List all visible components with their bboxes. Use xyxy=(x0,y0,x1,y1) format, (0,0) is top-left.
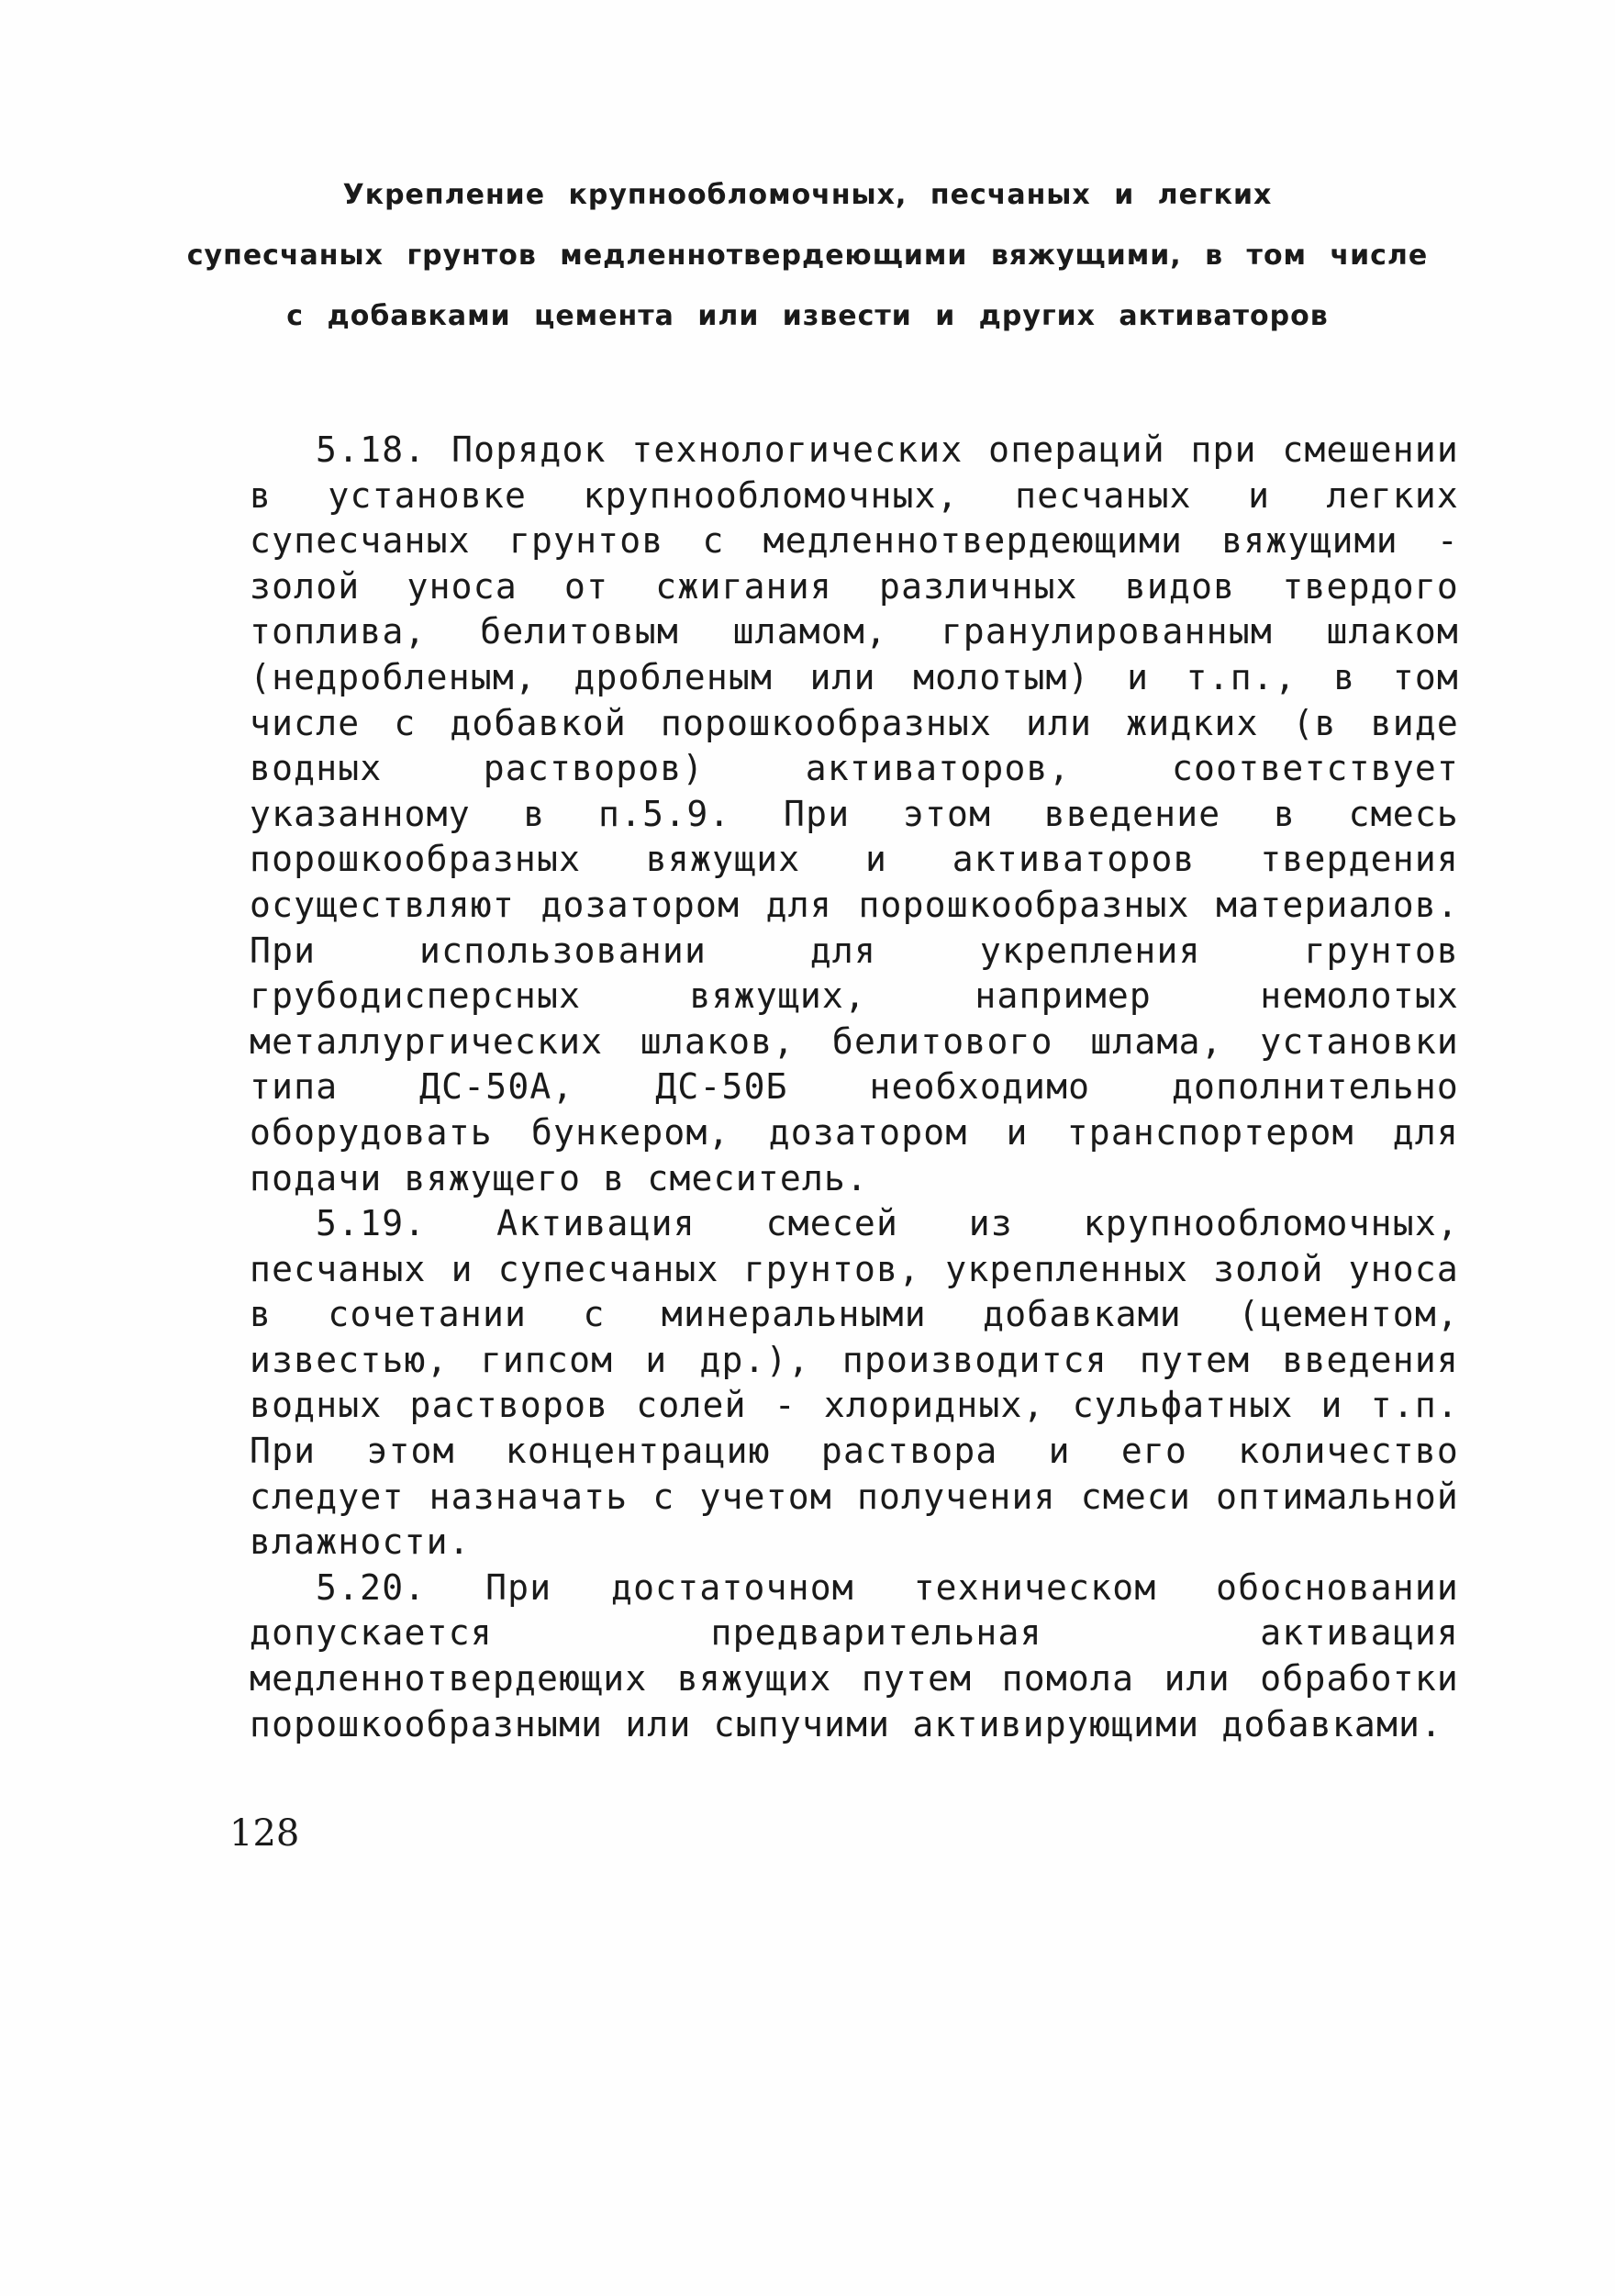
body-text xyxy=(250,428,1459,1747)
heading-line-2: супесчаных грунтов медленнотвердеющими вяжущими, в том числе xyxy=(186,240,1429,272)
paragraph-5-19: 5.19. Активация смесей из крупнообломочных, песчаных и супесчаных грунтов, укрепленных золой уноса в сочетании с минеральными добавками (цементом, известью, гипсом и др.), производится путем введения водных растворов солей - хлоридных, сульфатных и т.п. При этом концентрацию раствора и его количество следует назначать с учетом получения смеси оптимальной влажности. xyxy=(250,1203,1459,1563)
paragraph-5-20: 5.20. При достаточном техническом обосновании допускается предварительная активация медленнотвердеющих вяжущих путем помола или обработки порошкообразными или сыпучими активирующими добавками. xyxy=(250,1566,1459,1744)
page-number: 128 xyxy=(229,1812,300,1855)
section-heading xyxy=(0,165,1615,347)
heading-line-3: с добавками цемента или извести и других активаторов xyxy=(286,300,1329,332)
heading-line-1: Укрепление крупнообломочных, песчаных и легких xyxy=(342,179,1273,211)
paragraph-5-18: 5.18. Порядок технологических операций при смешении в установке крупнообломочных, песчаных и легких супесчаных грунтов с медленнотвердеющими вяжущими - золой уноса от сжигания различных видов твердого топлива, белитовым шламом, гранулированным шлаком (недробленым, дробленым или молотым) и т.п., в том числе с добавкой порошкообразных или жидких (в виде водных растворов) активаторов, соответствует указанному в п.5.9. При этом введение в смесь порошкообразных вяжущих и активаторов твердения осуществляют дозатором для порошкообразных материалов. При использовании для укрепления грунтов грубодисперсных вяжущих, например немолотых металлургических шлаков, белитового шлама, установки типа ДС-50А, ДС-50Б необходимо дополнительно оборудовать бункером, дозатором и транспортером для подачи вяжущего в смеситель. xyxy=(250,429,1459,1198)
